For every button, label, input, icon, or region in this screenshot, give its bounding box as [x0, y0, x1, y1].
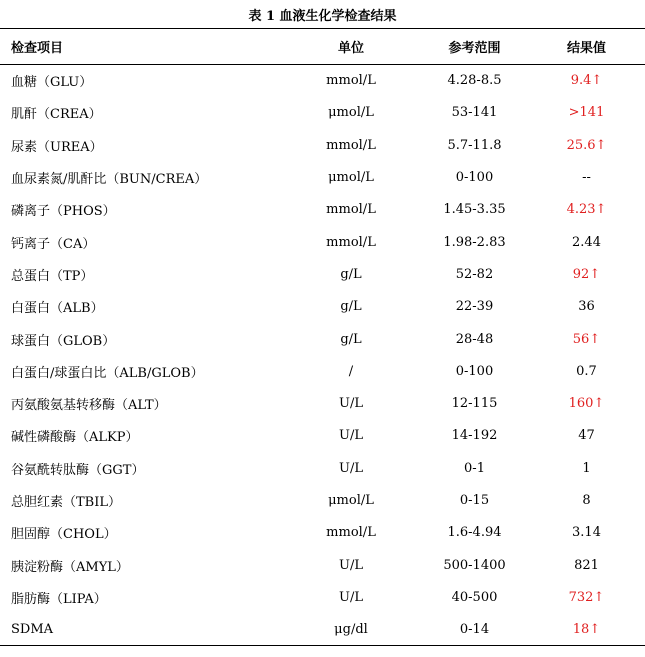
- item-cell: 总蛋白（TP）: [11, 268, 94, 284]
- unit-cell: U/L: [339, 557, 363, 573]
- range-cell: 28-48: [455, 331, 494, 347]
- blood-chemistry-table: [0, 28, 645, 646]
- range-cell: 53-141: [451, 105, 498, 121]
- header-range: 参考范围: [448, 41, 501, 56]
- item-cell: 脂肪酶（LIPA）: [11, 591, 107, 607]
- result-cell: 25.6↑: [566, 137, 607, 153]
- range-cell: 0-1: [464, 460, 485, 476]
- range-cell: 14-192: [451, 428, 498, 444]
- header-unit: 单位: [337, 41, 364, 56]
- table-row: [0, 614, 645, 646]
- table-row: [0, 355, 645, 387]
- item-cell: 肌酐（CREA）: [11, 107, 102, 123]
- item-cell: 球蛋白（GLOB）: [11, 333, 116, 349]
- table-row: [0, 452, 645, 484]
- unit-cell: /: [348, 363, 354, 379]
- unit-cell: U/L: [339, 428, 363, 444]
- table-row: [0, 484, 645, 516]
- result-cell: 732↑: [568, 589, 605, 605]
- item-cell: 胆固醇（CHOL）: [11, 527, 117, 543]
- unit-cell: mmol/L: [326, 73, 376, 89]
- result-cell: 18↑: [572, 621, 601, 637]
- unit-cell: μmol/L: [328, 170, 374, 186]
- table-row: [0, 65, 645, 97]
- item-cell: 总胆红素（TBIL）: [11, 495, 121, 510]
- result-cell: 56↑: [572, 331, 601, 347]
- unit-cell: U/L: [339, 460, 363, 476]
- table-row: [0, 194, 645, 226]
- item-cell: 磷离子（PHOS）: [11, 204, 116, 220]
- range-cell: 52-82: [455, 266, 494, 282]
- table-row: [0, 161, 645, 193]
- table-row: [0, 129, 645, 161]
- unit-cell: g/L: [340, 331, 362, 347]
- result-cell: 3.14: [572, 525, 601, 541]
- table-header-row: [0, 29, 645, 65]
- unit-cell: mmol/L: [326, 234, 376, 250]
- range-cell: 5.7-11.8: [447, 137, 502, 153]
- table-caption: 表 1 血液生化学检查结果: [248, 9, 397, 24]
- result-cell: 47: [578, 428, 595, 444]
- unit-cell: U/L: [339, 396, 363, 412]
- item-cell: 胰淀粉酶（AMYL）: [11, 559, 129, 575]
- range-cell: 12-115: [451, 396, 498, 412]
- item-cell: 钙离子（CA）: [11, 236, 96, 252]
- item-cell: 血尿素氮/肌酐比（BUN/CREA）: [11, 172, 208, 188]
- unit-cell: g/L: [340, 299, 362, 315]
- result-cell: 92↑: [572, 266, 601, 282]
- range-cell: 1.45-3.35: [443, 202, 506, 218]
- result-cell: 8: [582, 493, 591, 508]
- table-row: [0, 323, 645, 355]
- range-cell: 40-500: [451, 589, 498, 605]
- result-cell: 160↑: [568, 396, 605, 412]
- table-row: [0, 291, 645, 323]
- range-cell: 1.6-4.94: [447, 525, 502, 541]
- item-cell: SDMA: [11, 621, 54, 637]
- result-cell: 2.44: [572, 234, 601, 250]
- unit-cell: μmol/L: [328, 493, 374, 508]
- result-cell: 0.7: [576, 363, 597, 379]
- item-cell: 尿素（UREA）: [11, 139, 103, 155]
- item-cell: 血糖（GLU）: [11, 75, 93, 91]
- table-row: [0, 420, 645, 452]
- table-row: [0, 387, 645, 419]
- range-cell: 4.28-8.5: [447, 73, 502, 89]
- table-row: [0, 549, 645, 581]
- table-row: [0, 97, 645, 129]
- range-cell: 22-39: [455, 299, 494, 315]
- table-row: [0, 258, 645, 290]
- header-item: 检查项目: [11, 41, 64, 56]
- range-cell: 500-1400: [443, 557, 506, 573]
- unit-cell: mmol/L: [326, 137, 376, 153]
- result-cell: 36: [578, 299, 595, 315]
- item-cell: 丙氨酸氨基转移酶（ALT）: [11, 398, 167, 414]
- result-cell: 9.4↑: [570, 73, 603, 89]
- range-cell: 0-15: [459, 493, 490, 508]
- header-result: 结果值: [566, 41, 606, 56]
- item-cell: 白蛋白（ALB）: [11, 301, 104, 317]
- result-cell: --: [582, 170, 591, 186]
- table-row: [0, 517, 645, 549]
- item-cell: 白蛋白/球蛋白比（ALB/GLOB）: [11, 365, 204, 381]
- item-cell: 碱性磷酸酶（ALKP）: [11, 430, 139, 446]
- unit-cell: μg/dl: [334, 621, 368, 637]
- range-cell: 0-14: [459, 621, 490, 637]
- unit-cell: μmol/L: [328, 105, 374, 121]
- unit-cell: g/L: [340, 266, 362, 282]
- unit-cell: mmol/L: [326, 525, 376, 541]
- unit-cell: U/L: [339, 589, 363, 605]
- result-cell: 4.23↑: [566, 202, 607, 218]
- result-cell: >141: [568, 105, 605, 121]
- range-cell: 0-100: [455, 363, 494, 379]
- result-cell: 821: [574, 557, 599, 573]
- result-cell: 1: [582, 460, 591, 476]
- range-cell: 0-100: [455, 170, 494, 186]
- range-cell: 1.98-2.83: [443, 234, 506, 250]
- table-row: [0, 226, 645, 258]
- item-cell: 谷氨酰转肽酶（GGT）: [11, 462, 145, 478]
- unit-cell: mmol/L: [326, 202, 376, 218]
- table-row: [0, 581, 645, 613]
